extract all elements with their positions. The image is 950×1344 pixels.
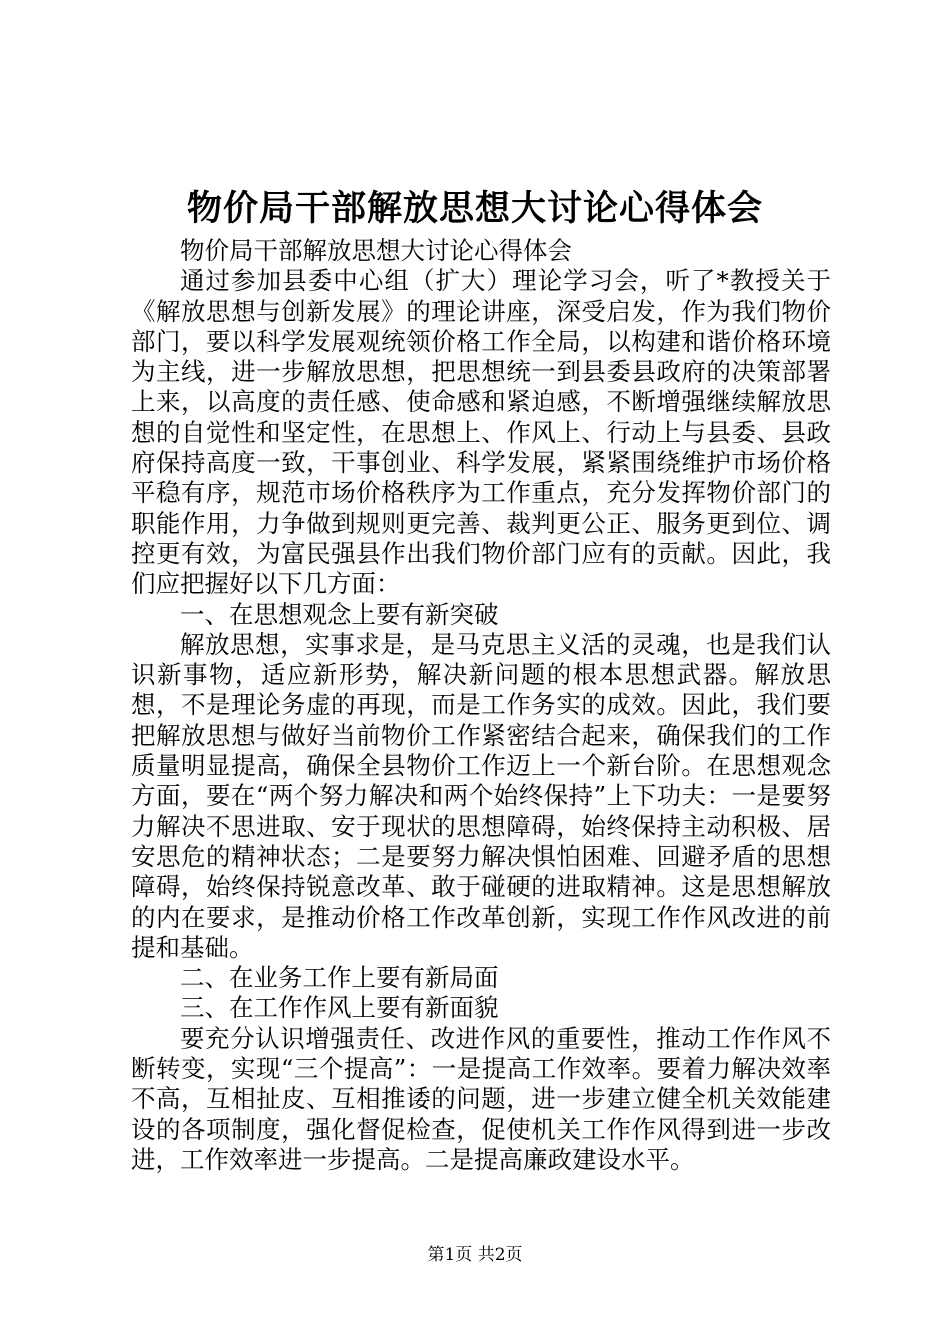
page-number-footer: 第1页 共2页 (427, 1245, 523, 1265)
section-heading-3: 三、在工作作风上要有新面貌 (180, 993, 499, 1023)
paragraph-section-3: 要充分认识增强责任、改进作风的重要性，推动工作作风不断转变，实现“三个提高”：一是提高工作效率。要着力解决效率不高，互相扯皮、互相推诿的问题，进一步建立健全机关效能建设的各项制度，强化督促检查，促使机关工作作风得到进一步改进，工作效率进一步提高。二是提高廉政建设水平。 (131, 1023, 831, 1174)
paragraph-intro: 通过参加县委中心组（扩大）理论学习会，听了*教授关于《解放思想与创新发展》的理论讲座，深受启发，作为我们物价部门，要以科学发展观统领价格工作全局，以构建和谐价格环境为主线，进一步解放思想，把思想统一到县委县政府的决策部署上来，以高度的责任感、使命感和紧迫感，不断增强继续解放思想的自觉性和坚定性，在思想上、作风上、行动上与县委、县政府保持高度一致，干事创业、科学发展，紧紧围绕维护市场价格平稳有序，规范市场价格秩序为工作重点，充分发挥物价部门的职能作用，力争做到规则更完善、裁判更公正、服务更到位、调控更有效，为富民强县作出我们物价部门应有的贡献。因此，我们应把握好以下几方面： (131, 266, 831, 599)
section-heading-1: 一、在思想观念上要有新突破 (180, 599, 499, 629)
section-heading-2: 二、在业务工作上要有新局面 (180, 963, 499, 993)
document-title: 物价局干部解放思想大讨论心得体会 (186, 188, 763, 229)
paragraph-section-1: 解放思想，实事求是，是马克思主义活的灵魂，也是我们认识新事物，适应新形势，解决新问题的根本思想武器。解放思想，不是理论务虚的再现，而是工作务实的成效。因此，我们要把解放思想与做好当前物价工作紧密结合起来，确保我们的工作质量明显提高，确保全县物价工作迈上一个新台阶。在思想观念方面，要在“两个努力解决和两个始终保持”上下功夫：一是要努力解决不思进取、安于现状的思想障碍，始终保持主动积极、居安思危的精神状态；二是要努力解决惧怕困难、回避矛盾的思想障碍，始终保持锐意改革、敢于碰硬的进取精神。这是思想解放的内在要求，是推动价格工作改革创新，实现工作作风改进的前提和基础。 (131, 629, 831, 962)
paragraph-subtitle: 物价局干部解放思想大讨论心得体会 (180, 236, 572, 265)
document-body (131, 236, 831, 1175)
